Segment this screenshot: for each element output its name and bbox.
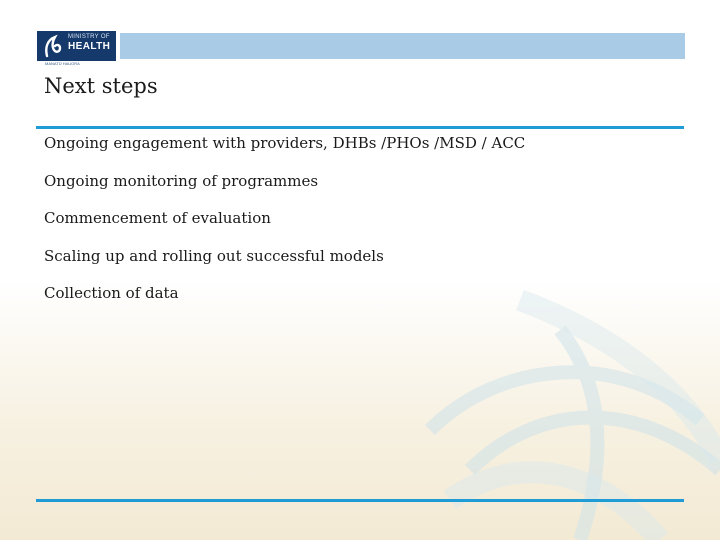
bullet-list <box>44 131 525 319</box>
bullet-item: Ongoing engagement with providers, DHBs /PHOs /MSD / ACC <box>44 134 526 152</box>
title-divider <box>36 126 684 129</box>
slide-title: Next steps <box>44 74 158 98</box>
bullet-item: Commencement of evaluation <box>44 209 271 227</box>
logo-subtitle: MANATŪ HAUORA <box>45 61 80 66</box>
bullet-item: Scaling up and rolling out successful models <box>44 246 384 265</box>
logo-text-line2: HEALTH <box>68 41 111 52</box>
header-bar <box>120 33 685 59</box>
bullet-item: Collection of data <box>44 284 179 302</box>
koru-logo-icon <box>43 34 63 58</box>
bullet-item: Ongoing monitoring of programmes <box>44 171 319 190</box>
ministry-of-health-logo <box>37 31 116 61</box>
logo-text-line1: MINISTRY OF <box>68 34 110 40</box>
footer-divider <box>36 499 684 502</box>
